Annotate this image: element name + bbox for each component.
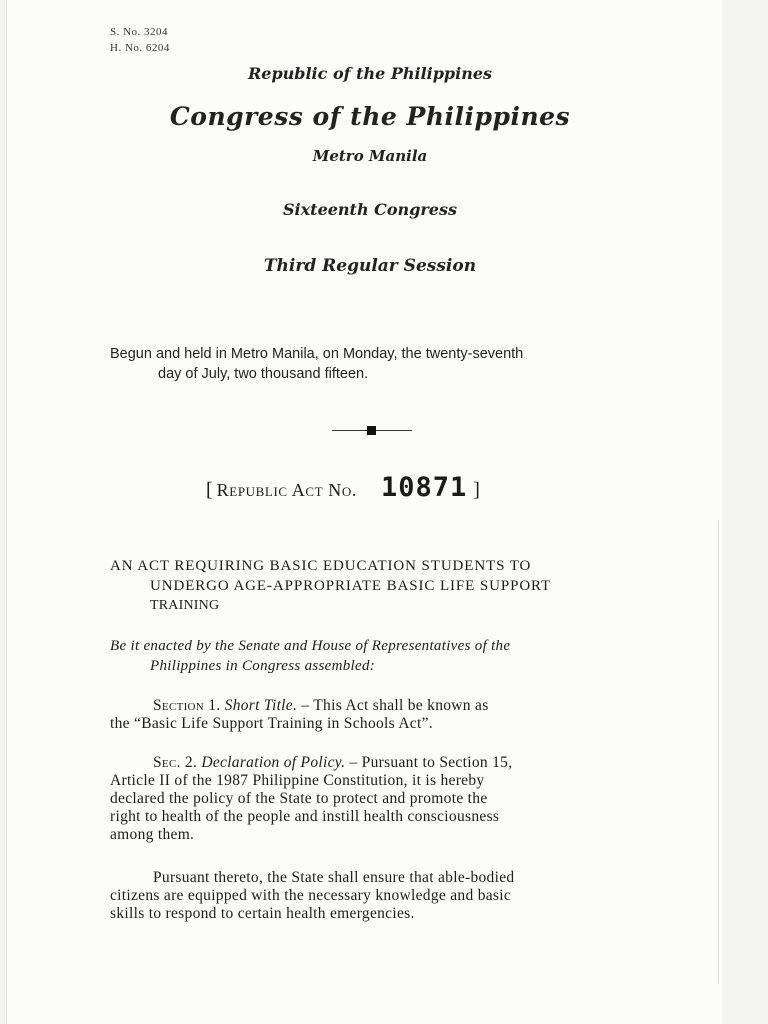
bill-numbers [110, 24, 170, 56]
congress-title: Congress of the Philippines [169, 102, 571, 131]
section-2-line-1 [110, 754, 638, 772]
begun-statement [110, 344, 640, 384]
policy-paragraph-line-3: skills to respond to certain health emergencies. [110, 905, 415, 922]
republic-act-number-line [206, 472, 480, 512]
section-2-line-3: declared the policy of the State to protect and promote the [110, 790, 488, 807]
page-edge-right [718, 520, 719, 984]
act-title [110, 556, 638, 616]
enacting-clause-line-2: Philippines in Congress assembled: [150, 658, 376, 674]
section-1-title: Short Title. [224, 697, 298, 714]
policy-paragraph-line-2: citizens are equipped with the necessary knowledge and basic [110, 887, 512, 904]
senate-bill-number: S. No. 3204 [110, 26, 169, 38]
act-title-line-1: AN ACT REQUIRING BASIC EDUCATION STUDENTS TO [110, 558, 532, 574]
republic-heading: Republic of the Philippines [247, 64, 493, 83]
act-title-line-2: UNDERGO AGE-APPROPRIATE BASIC LIFE SUPPORT [150, 578, 552, 594]
open-bracket: [ [206, 479, 213, 501]
close-bracket: ] [473, 479, 480, 501]
section-2-line-5: among them. [110, 826, 195, 843]
session-heading: Third Regular Session [263, 256, 477, 276]
policy-paragraph-line-1: Pursuant thereto, the State shall ensure that able-bodied [153, 869, 515, 886]
section-1-text-start: – This Act shall be known as [297, 697, 489, 714]
policy-paragraph [110, 869, 638, 923]
republic-act-number: 10871 [380, 472, 468, 503]
congress-number-heading: Sixteenth Congress [283, 200, 457, 219]
enacting-clause-line-1: Be it enacted by the Senate and House of Representatives of the [110, 638, 511, 654]
ornamental-divider [332, 425, 412, 437]
city-heading: Metro Manila [312, 147, 428, 165]
house-bill-number: H. No. 6204 [110, 42, 170, 54]
republic-act-label: Republic Act No. [216, 480, 357, 500]
section-1-heading: Section 1. [153, 697, 221, 714]
section-2-line-4: right to health of the people and instill health consciousness [110, 808, 500, 825]
section-2-heading: Sec. 2. [153, 754, 198, 771]
begun-line-2: day of July, two thousand fifteen. [158, 366, 369, 382]
section-1 [110, 697, 638, 733]
enacting-clause [110, 636, 638, 676]
section-2 [110, 754, 638, 844]
act-title-line-3: TRAINING [150, 598, 220, 613]
section-2-text-start: – Pursuant to Section 15, [345, 754, 513, 771]
divider-square [367, 426, 376, 435]
section-1-line-2: the “Basic Life Support Training in Schools Act”. [110, 715, 433, 732]
section-2-line-2: Article II of the 1987 Philippine Constitution, it is hereby [110, 772, 485, 789]
section-2-title: Declaration of Policy. [201, 754, 346, 771]
section-1-line-1 [110, 697, 638, 715]
begun-line-1: Begun and held in Metro Manila, on Monday, the twenty-seventh [110, 346, 524, 362]
